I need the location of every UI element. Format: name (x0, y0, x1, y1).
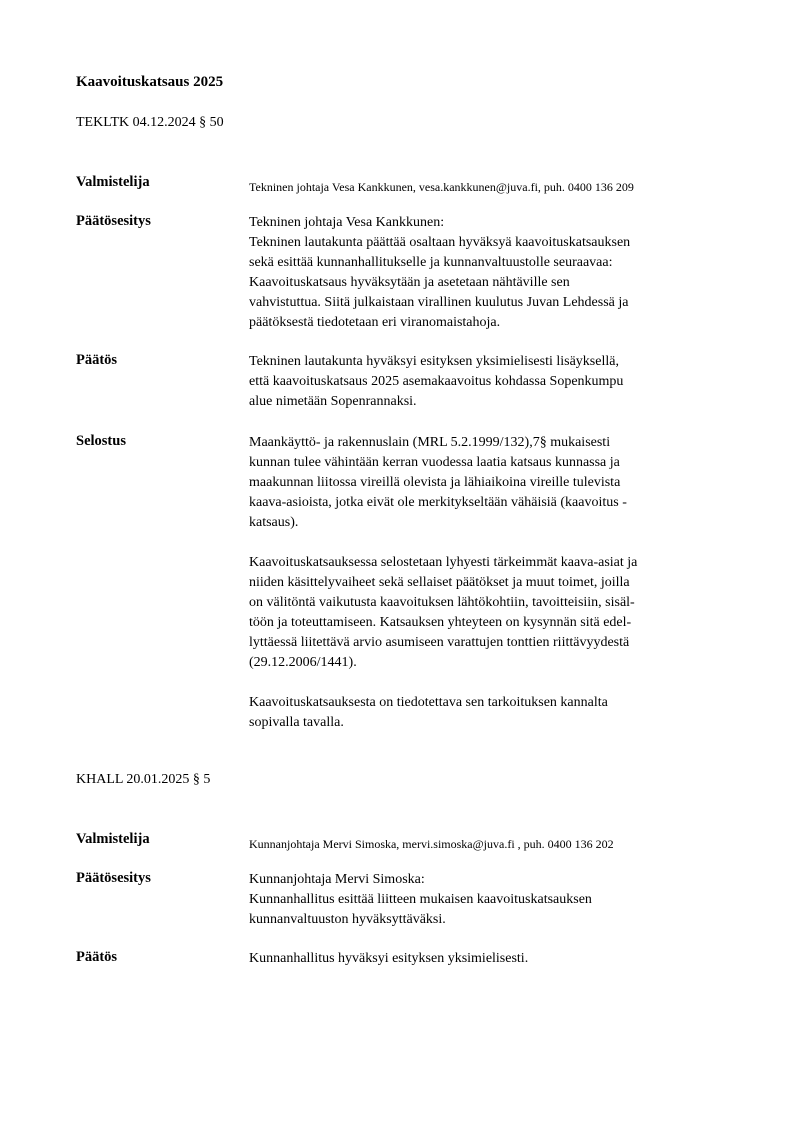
text-line: vahvistuttua. Siitä julkaistaan virallinen kuulutus Juvan Lehdessä ja (249, 295, 629, 310)
text-line: Kaavoituskatsauksesta on tiedotettava sen tarkoituksen kannalta (249, 695, 608, 710)
selostus-paragraph-2 (249, 553, 739, 673)
selostus-paragraph-3 (249, 693, 739, 733)
text-line: Kunnanhallitus esittää liitteen mukaisen kaavoituskatsauksen (249, 892, 592, 907)
text-line: katsaus). (249, 515, 299, 530)
paatos-text (249, 352, 739, 412)
paatos-label: Päätös (76, 949, 118, 965)
text-line: sekä esittää kunnanhallitukselle ja kunnanvaltuustolle seuraavaa: (249, 255, 613, 270)
text-line: on välitöntä vaikutusta kaavoituksen lähtökohtiin, tavoitteisiin, sisäl- (249, 595, 635, 610)
text-line: kaava-asioista, jotka eivät ole merkitykseltään vähäisiä (kaavoitus - (249, 495, 627, 510)
text-line: Kaavoituskatsauksessa selostetaan lyhyesti tärkeimmät kaava-asiat ja (249, 555, 638, 570)
text-line: Kunnanjohtaja Mervi Simoska: (249, 872, 425, 887)
valmistelija-label: Valmistelija (76, 831, 150, 847)
valmistelija-text: Kunnanjohtaja Mervi Simoska, mervi.simoska@juva.fi , puh. 0400 136 202 (249, 837, 614, 851)
paatosesitys-text (249, 870, 739, 930)
text-line: lyttäessä liitettävä arvio asumiseen varattujen tonttien riittävyydestä (249, 635, 630, 650)
text-line: Tekninen lautakunta hyväksyi esityksen yksimielisesti lisäyksellä, (249, 354, 619, 369)
text-line: kunnanvaltuuston hyväksyttäväksi. (249, 912, 446, 927)
meeting-reference-khall: KHALL 20.01.2025 § 5 (76, 772, 211, 787)
document-title: Kaavoituskatsaus 2025 (76, 74, 224, 90)
valmistelija-label: Valmistelija (76, 174, 150, 190)
paatos-text (249, 949, 739, 969)
text-line: kunnan tulee vähintään kerran vuodessa laatia katsaus kunnassa ja (249, 455, 620, 470)
text-line: Tekninen johtaja Vesa Kankkunen: (249, 215, 445, 230)
text-line: alue nimetään Sopenrannaksi. (249, 394, 417, 409)
text-line: töön ja toteuttamiseen. Katsauksen yhteyteen on kysynnän sitä edel- (249, 615, 632, 630)
text-line: sopivalla tavalla. (249, 715, 344, 730)
text-line: että kaavoituskatsaus 2025 asemakaavoitus kohdassa Sopenkumpu (249, 374, 624, 389)
text-line: niiden käsittelyvaiheet sekä sellaiset päätökset ja muut toimet, joilla (249, 575, 630, 590)
valmistelija-text: Tekninen johtaja Vesa Kankkunen, vesa.kankkunen@juva.fi, puh. 0400 136 209 (249, 180, 634, 194)
text-line: Tekninen lautakunta päättää osaltaan hyväksyä kaavoituskatsauksen (249, 235, 631, 250)
text-line: Kunnanhallitus hyväksyi esityksen yksimielisesti. (249, 951, 529, 966)
text-line: Maankäyttö- ja rakennuslain (MRL 5.2.1999/132),7§ mukaisesti (249, 435, 611, 450)
paatos-label: Päätös (76, 352, 118, 368)
text-line: (29.12.2006/1441). (249, 655, 357, 670)
text-line: maakunnan liitossa vireillä olevista ja lähiaikoina vireille tulevista (249, 475, 621, 490)
paatosesitys-text (249, 213, 739, 333)
selostus-label: Selostus (76, 433, 126, 449)
selostus-paragraph-1 (249, 433, 739, 533)
paatosesitys-label: Päätösesitys (76, 213, 151, 229)
paatosesitys-label: Päätösesitys (76, 870, 151, 886)
meeting-reference-tekltk: TEKLTK 04.12.2024 § 50 (76, 115, 224, 130)
text-line: Kaavoituskatsaus hyväksytään ja asetetaan nähtäville sen (249, 275, 570, 290)
text-line: päätöksestä tiedotetaan eri viranomaistahoja. (249, 315, 501, 330)
selostus-text (249, 433, 739, 753)
